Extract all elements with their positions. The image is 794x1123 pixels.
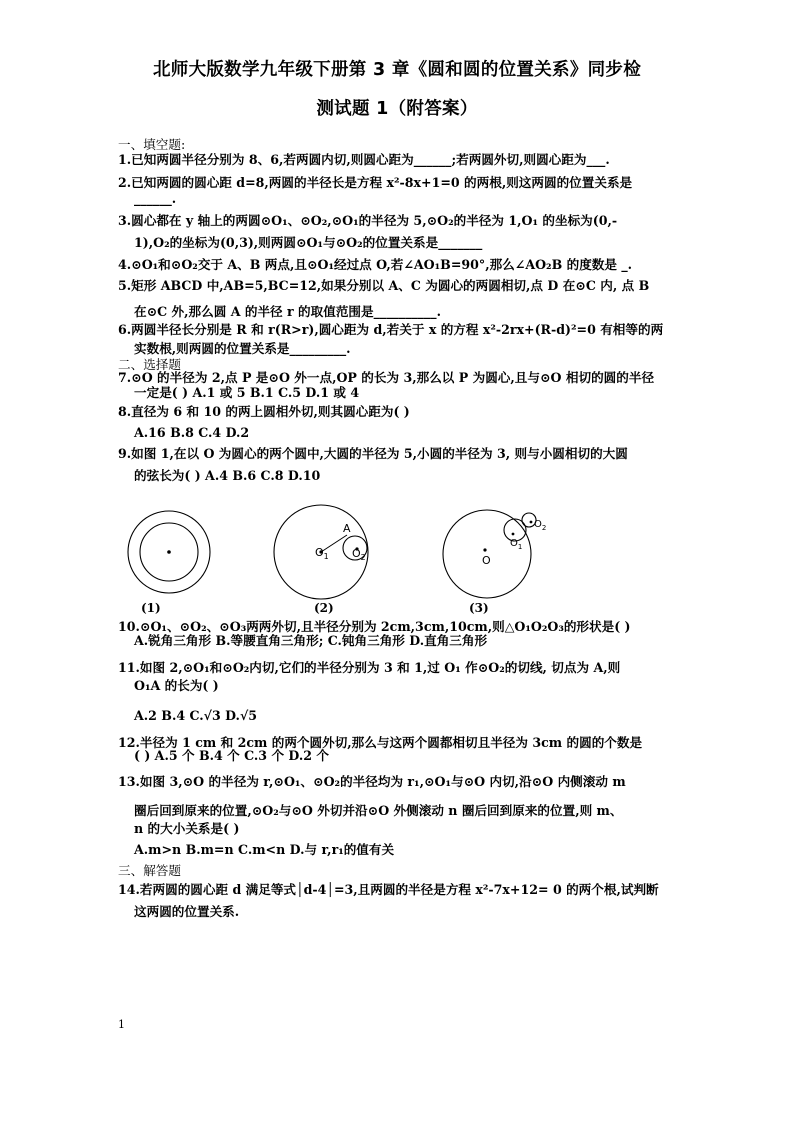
question-12-cont: ( ) A.5 个 B.4 个 C.3 个 D.2 个: [134, 748, 330, 763]
figure-2-label-O2: $O_2$: [352, 547, 366, 562]
figure-3-label-O1: $O_1$: [510, 538, 523, 551]
question-3: 3.圆心都在 y 轴上的两圆⊙O₁、⊙O₂,⊙O₁的半径为 5,⊙O₂的半径为 1,O₁ 的坐标为(0,-: [118, 213, 618, 228]
question-11-options: A.2 B.4 C.√3 D.√5: [134, 708, 257, 723]
figure-1-caption: (1): [141, 601, 161, 615]
figure-3-label-O: O: [482, 554, 491, 567]
figure-2-label-A: A: [343, 522, 351, 535]
question-7: 7.⊙O 的半径为 2,点 P 是⊙O 外一点,OP 的长为 3,那么以 P 为圆心,且与⊙O 相切的圆的半径: [118, 370, 655, 385]
figures-row: [118, 490, 558, 618]
question-1: 1.已知两圆半径分别为 8、6,若两圆内切,则圆心距为______;若两圆外切,则圆心距为___.: [118, 152, 610, 167]
figure-3-label-O2: $O_2$: [534, 519, 547, 532]
question-9: 9.如图 1,在以 O 为圆心的两个圆中,大圆的半径为 5,小圆的半径为 3, 则与小圆相切的大圆: [118, 446, 628, 461]
page-title-line-2: 测试题 1（附答案）: [316, 99, 478, 119]
section-heading-fill: 一、填空题:: [118, 137, 186, 152]
question-8-options: A.16 B.8 C.4 D.2: [134, 425, 250, 440]
question-6-cont: 实数根,则两圆的位置关系是_________.: [134, 341, 351, 356]
question-5: 5.矩形 ABCD 中,AB=5,BC=12,如果分别以 A、C 为圆心的两圆相切,点 D 在⊙C 内, 点 B: [118, 278, 650, 293]
page-number: 1: [118, 1018, 125, 1031]
question-11-cont: O₁A 的长为( ): [134, 678, 219, 693]
figure-1: [128, 511, 210, 615]
question-4: 4.⊙O₁和⊙O₂交于 A、B 两点,且⊙O₁经过点 O,若∠AO₁B=90°,那么∠AO₂B 的度数是 _.: [118, 257, 633, 272]
question-9-cont: 的弦长为( ) A.4 B.6 C.8 D.10: [134, 468, 321, 483]
figure-2-label-O1: $O_1$: [315, 546, 329, 561]
figure-2: [274, 505, 368, 615]
question-14-cont: 这两圆的位置关系.: [134, 904, 240, 919]
question-13-cont-1: 圈后回到原来的位置,⊙O₂与⊙O 外切并沿⊙O 外侧滚动 n 圈后回到原来的位置,则 m、: [134, 803, 623, 818]
question-13-cont-2: n 的大小关系是( ): [134, 821, 240, 836]
section-heading-answer: 三、解答题: [118, 863, 181, 878]
question-7-cont: 一定是( ) A.1 或 5 B.1 C.5 D.1 或 4: [134, 385, 360, 400]
question-14: 14.若两圆的圆心距 d 满足等式│d-4│=3,且两圆的半径是方程 x²-7x+12= 0 的两个根,试判断: [118, 882, 659, 897]
question-2: 2.已知两圆的圆心距 d=8,两圆的半径长是方程 x²-8x+1=0 的两根,则这两圆的位置关系是: [118, 175, 633, 190]
section-heading-choice: 二、选择题: [118, 357, 181, 372]
figure-3: [443, 510, 546, 615]
question-13: 13.如图 3,⊙O 的半径为 r,⊙O₁、⊙O₂的半径均为 r₁,⊙O₁与⊙O 内切,沿⊙O 内侧滚动 m: [118, 774, 626, 789]
figure-2-caption: (2): [314, 601, 334, 615]
question-10: 10.⊙O₁、⊙O₂、⊙O₃两两外切,且半径分别为 2cm,3cm,10cm,则△O₁O₂O₃的形状是( ): [118, 619, 631, 634]
question-12: 12.半径为 1 cm 和 2cm 的两个圆外切,那么与这两个圆都相切且半径为 3cm 的圆的个数是: [118, 735, 643, 750]
question-8: 8.直径为 6 和 10 的两上圆相外切,则其圆心距为( ): [118, 404, 410, 419]
question-5-cont: 在⊙C 外,那么圆 A 的半径 r 的取值范围是__________.: [134, 304, 441, 319]
figure-3-caption: (3): [469, 601, 489, 615]
question-11: 11.如图 2,⊙O₁和⊙O₂内切,它们的半径分别为 3 和 1,过 O₁ 作⊙O₂的切线, 切点为 A,则: [118, 660, 621, 675]
question-13-options: A.m>n B.m=n C.m<n D.与 r,r₁的值有关: [134, 842, 395, 857]
question-10-options: A.锐角三角形 B.等腰直角三角形; C.钝角三角形 D.直角三角形: [134, 633, 488, 648]
question-2-cont: ______.: [134, 191, 177, 206]
page-title-line-1: 北师大版数学九年级下册第 3 章《圆和圆的位置关系》同步检: [152, 60, 642, 80]
question-3-cont: 1),O₂的坐标为(0,3),则两圆⊙O₁与⊙O₂的位置关系是_______: [134, 235, 483, 250]
question-6: 6.两圆半径长分别是 R 和 r(R>r),圆心距为 d,若关于 x 的方程 x²-2rx+(R-d)²=0 有相等的两: [118, 322, 664, 337]
